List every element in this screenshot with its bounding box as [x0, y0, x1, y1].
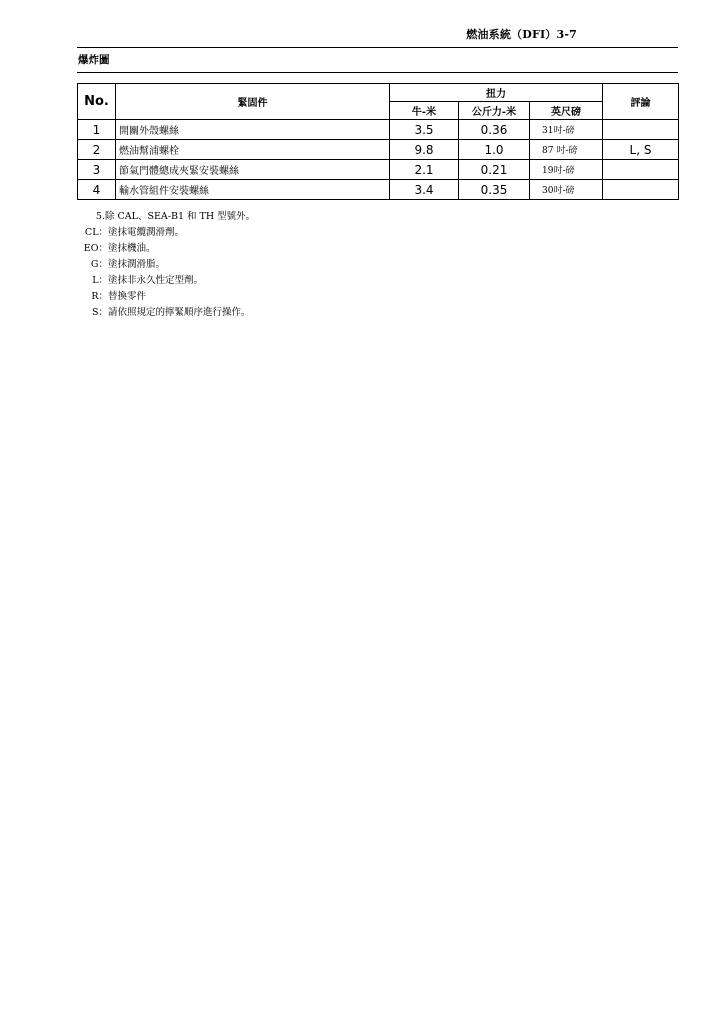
- note-item: [78, 305, 255, 321]
- note-key: R：: [91, 291, 108, 302]
- row-kgfm: 0.35: [459, 180, 530, 200]
- note-key: G：: [90, 259, 108, 270]
- row-remarks: [603, 120, 679, 140]
- header-ftlb: 英尺磅: [530, 102, 603, 120]
- page-header: 燃油系統（DFI）3-7: [466, 28, 577, 41]
- header-nm: 牛-米: [390, 102, 459, 120]
- header-kgfm: 公斤力-米: [459, 102, 530, 120]
- section-title: 爆炸圖: [78, 54, 110, 66]
- note-item: [78, 241, 255, 257]
- row-no: 4: [78, 180, 116, 200]
- note-text: 請依照規定的擰緊順序進行操作。: [108, 307, 251, 318]
- note-item: [78, 257, 255, 273]
- header-no: No.: [78, 84, 116, 120]
- row-fastener: 輸水管組件安裝螺絲: [116, 180, 390, 200]
- header-rule: [77, 47, 678, 48]
- row-ftlb: 30吋-磅: [530, 180, 603, 200]
- row-remarks: L, S: [603, 140, 679, 160]
- note-text: 除 CAL、SEA-B1 和 TH 型號外。: [105, 211, 256, 222]
- row-nm: 3.5: [390, 120, 459, 140]
- table-row: [78, 120, 679, 140]
- row-no: 1: [78, 120, 116, 140]
- note-key: 5.: [95, 211, 105, 222]
- note-text: 塗抹電纜潤滑劑。: [108, 227, 185, 238]
- row-ftlb: 19吋-磅: [530, 160, 603, 180]
- row-remarks: [603, 180, 679, 200]
- row-kgfm: 0.21: [459, 160, 530, 180]
- note-item: [78, 225, 255, 241]
- table-row: [78, 140, 679, 160]
- note-key: EO：: [83, 243, 108, 254]
- row-fastener: 開關外殼螺絲: [116, 120, 390, 140]
- row-no: 3: [78, 160, 116, 180]
- row-remarks: [603, 160, 679, 180]
- row-ftlb: 31吋-磅: [530, 120, 603, 140]
- note-item: [78, 273, 255, 289]
- notes-list: [78, 209, 255, 321]
- header-torque: 扭力: [390, 84, 603, 102]
- row-nm: 9.8: [390, 140, 459, 160]
- note-text: 塗抹非永久性定型劑。: [108, 275, 204, 286]
- section-rule: [77, 72, 678, 73]
- note-key: S：: [91, 307, 108, 318]
- note-text: 塗抹機油。: [108, 243, 156, 254]
- note-key: L：: [92, 275, 108, 286]
- header-remarks: 評論: [603, 84, 679, 120]
- row-kgfm: 1.0: [459, 140, 530, 160]
- torque-table: [77, 83, 679, 200]
- note-text: 替換零件: [108, 291, 147, 302]
- row-no: 2: [78, 140, 116, 160]
- table-row: [78, 180, 679, 200]
- row-fastener: 節氣門體總成夾緊安裝螺絲: [116, 160, 390, 180]
- row-nm: 2.1: [390, 160, 459, 180]
- row-fastener: 燃油幫浦螺栓: [116, 140, 390, 160]
- row-nm: 3.4: [390, 180, 459, 200]
- row-ftlb: 87 吋-磅: [530, 140, 603, 160]
- note-key: CL：: [84, 227, 108, 238]
- note-text: 塗抹潤滑脂。: [108, 259, 166, 270]
- table-row: [78, 160, 679, 180]
- note-item: [78, 289, 255, 305]
- note-item: [78, 209, 255, 225]
- header-fastener: 緊固件: [116, 84, 390, 120]
- row-kgfm: 0.36: [459, 120, 530, 140]
